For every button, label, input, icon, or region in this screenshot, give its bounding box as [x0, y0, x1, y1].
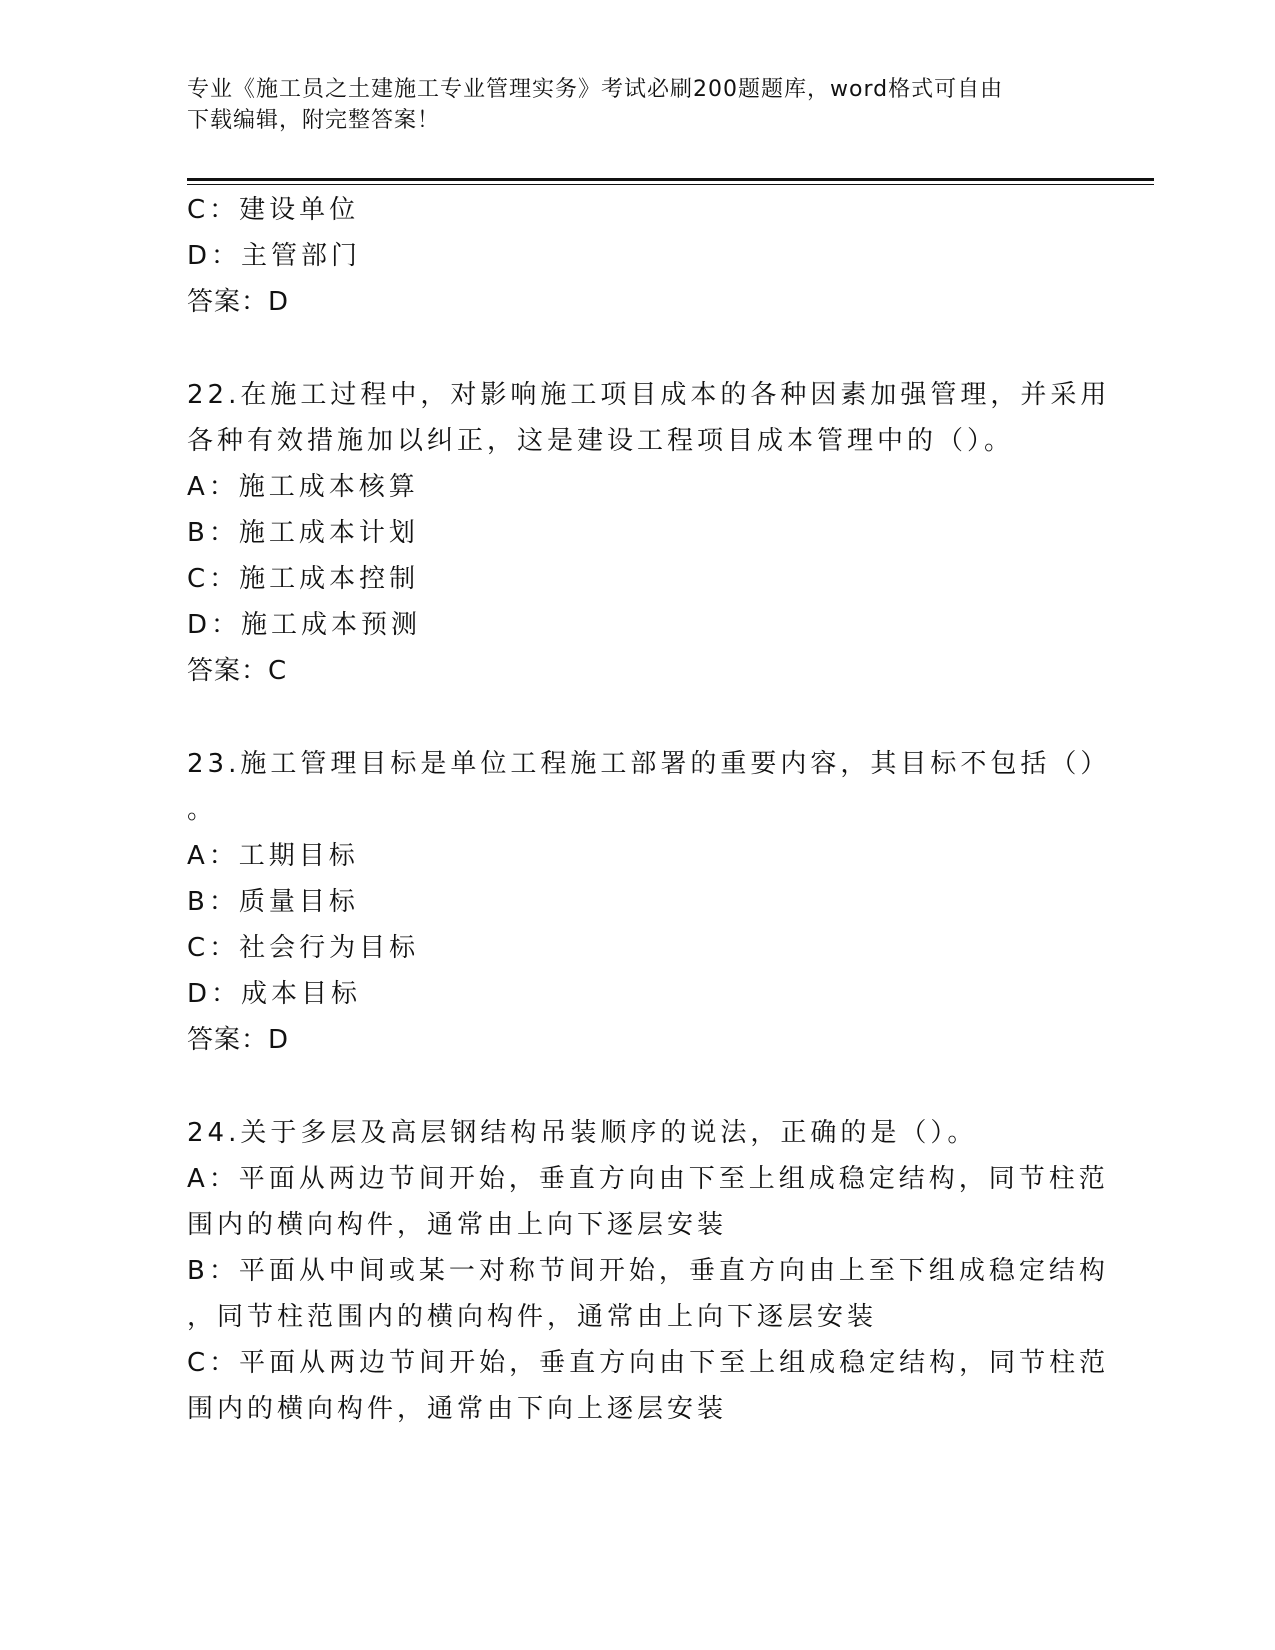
header-divider-thin — [187, 184, 1154, 185]
question-22 — [187, 372, 1111, 694]
answer-line: 答案：C — [187, 656, 288, 686]
option-c: C：平面从两边节间开始，垂直方向由下至上组成稳定结构，同节柱范 — [187, 1348, 1110, 1378]
option-b: B：施工成本计划 — [187, 518, 419, 548]
question-stem-continued: 。 — [187, 795, 218, 825]
question-stem: 23.施工管理目标是单位工程施工部署的重要内容，其目标不包括（） — [187, 749, 1111, 779]
document-header — [187, 74, 1077, 136]
question-content — [187, 187, 1111, 1432]
option-c-continued: 围内的横向构件，通常由下向上逐层安装 — [187, 1394, 728, 1424]
question-24 — [187, 1110, 1110, 1432]
option-b: B：平面从中间或某一对称节间开始，垂直方向由上至下组成稳定结构 — [187, 1256, 1109, 1286]
question-21-tail — [187, 187, 1087, 325]
option-b: B：质量目标 — [187, 887, 359, 917]
option-d: D：主管部门 — [187, 241, 362, 271]
option-a-continued: 围内的横向构件，通常由上向下逐层安装 — [187, 1210, 728, 1240]
question-stem: 24.关于多层及高层钢结构吊装顺序的说法，正确的是（）。 — [187, 1118, 978, 1148]
question-23 — [187, 741, 1111, 1063]
option-c: C：施工成本控制 — [187, 564, 420, 594]
option-d: D：施工成本预测 — [187, 610, 422, 640]
option-b-continued: ，同节柱范围内的横向构件，通常由上向下逐层安装 — [187, 1302, 878, 1332]
answer-line: 答案：D — [187, 287, 290, 317]
option-a: A：平面从两边节间开始，垂直方向由下至上组成稳定结构，同节柱范 — [187, 1164, 1109, 1194]
header-line-2: 下载编辑，附完整答案！ — [187, 108, 441, 133]
answer-line: 答案：D — [187, 1025, 290, 1055]
header-divider-thick — [187, 178, 1154, 181]
option-a: A：工期目标 — [187, 841, 359, 871]
option-c: C：建设单位 — [187, 195, 360, 225]
option-a: A：施工成本核算 — [187, 472, 419, 502]
question-stem-continued: 各种有效措施加以纠正，这是建设工程项目成本管理中的（）。 — [187, 426, 1015, 456]
question-stem: 22.在施工过程中，对影响施工项目成本的各种因素加强管理，并采用 — [187, 380, 1111, 410]
header-line-1: 专业《施工员之土建施工专业管理实务》考试必刷200题题库，word格式可自由 — [187, 77, 1004, 102]
option-c: C：社会行为目标 — [187, 933, 420, 963]
option-d: D：成本目标 — [187, 979, 362, 1009]
